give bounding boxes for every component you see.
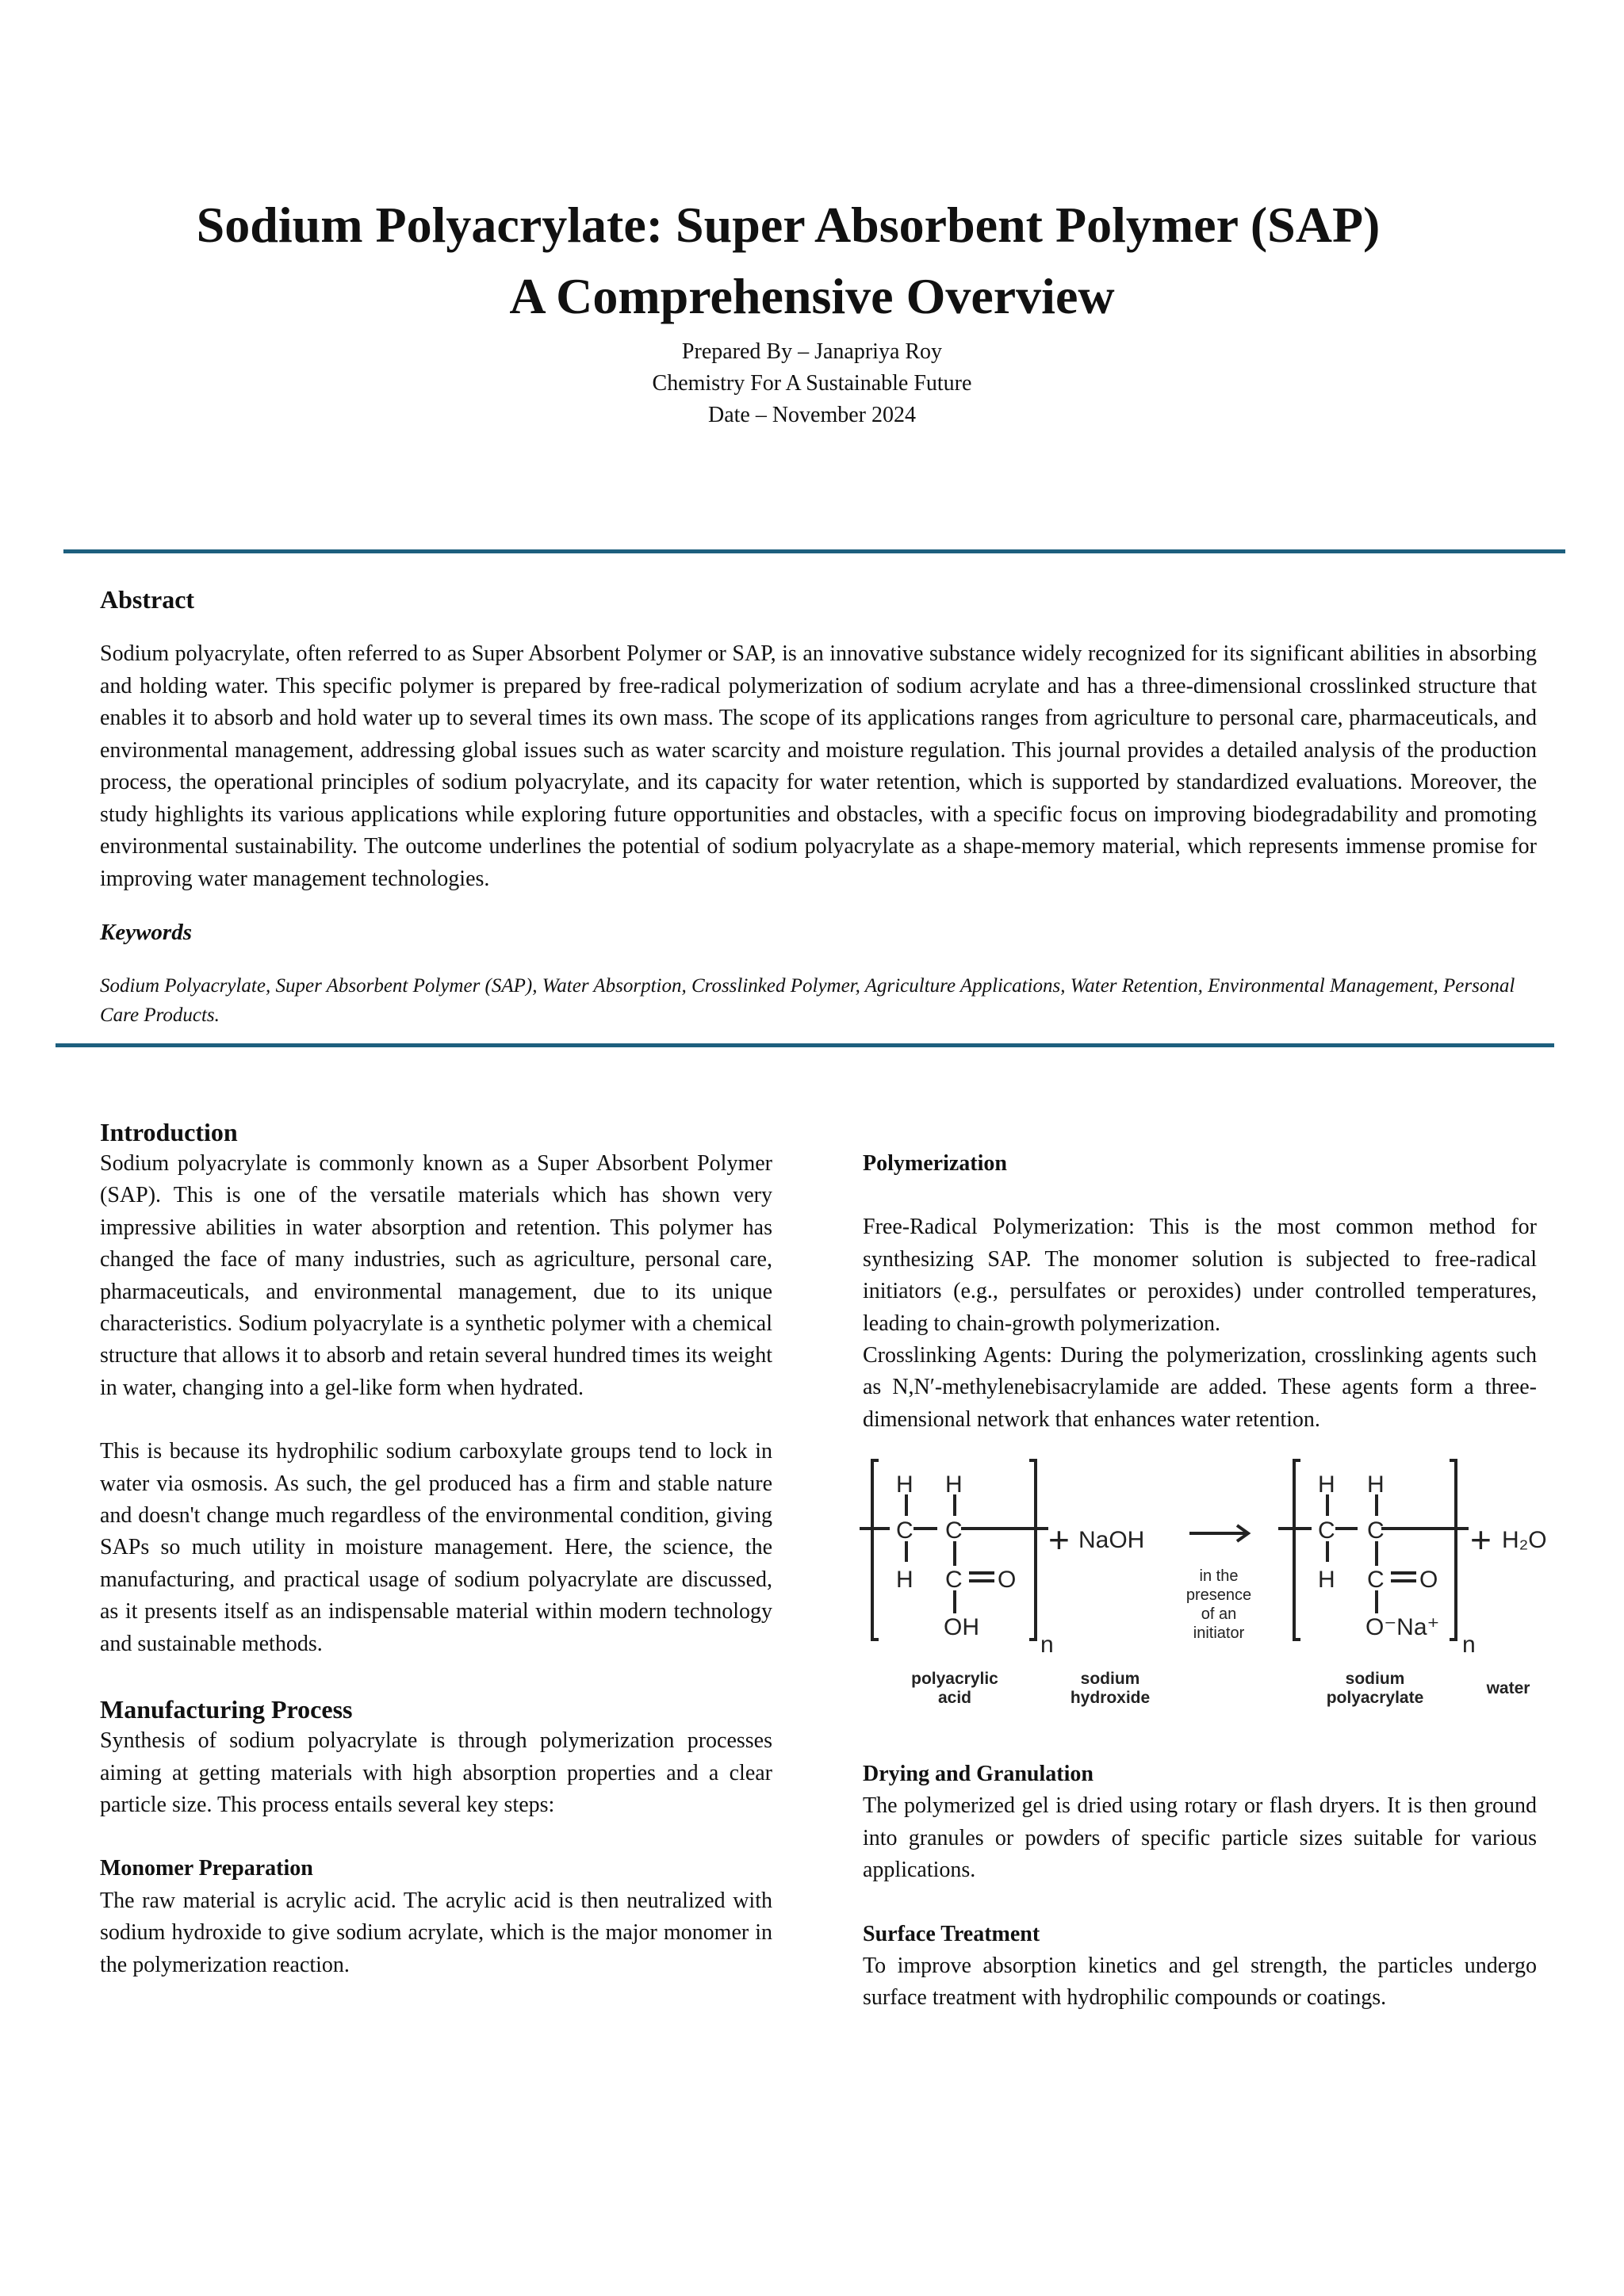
atom-h-2: H [945,1471,963,1498]
atom-h-5: H [1367,1471,1385,1498]
label-sodium-hydroxide-line-1: sodium [1080,1670,1140,1688]
atom-c-6: C [1367,1567,1385,1593]
label-polyacrylic-line-1: polyacrylic [911,1670,998,1688]
atom-c-1: C [896,1517,914,1544]
subscript-n-2: n [1462,1632,1476,1658]
atom-h-3: H [896,1567,914,1593]
left-bracket-2 [1294,1460,1300,1640]
atom-c-2: C [945,1517,963,1544]
atom-o-1: O [998,1567,1017,1593]
introduction-heading: Introduction [100,1118,238,1146]
atom-c-3: C [945,1567,963,1593]
section-divider-bottom [56,1043,1554,1047]
atom-c-4: C [1318,1517,1335,1544]
plus-sign-1: + [1048,1519,1070,1560]
polymerization-reaction-diagram [858,1451,1556,1720]
monomer-heading: Monomer Preparation [100,1856,313,1881]
plus-sign-2: + [1470,1519,1492,1560]
atom-c-5: C [1367,1517,1385,1544]
label-sodium-polyacrylate-line-2: polyacrylate [1326,1689,1424,1707]
free-radical-text: Free-Radical Polymerization: This is the most common method for synthesizing SAP. The monomer solution is subjected to free-radical initiators (e.g., persulfates or peroxides) under controlled temperatures, leading to chain-growth polymerization. [863,1215,1537,1336]
abstract-text: Sodium polyacrylate, often referred to as Super Absorbent Polymer or SAP, is an innovative substance widely recognized for its significant abilities in absorbing and holding water. This specific polymer is prepared by free-radical polymerization of sodium acrylate and has a three-dimensional crosslinked structure that enables it to absorb and hold water up to several times its own mass. The scope of its applications ranges from agriculture to personal care, pharmaceuticals, and environmental management, addressing global issues such as water scarcity and moisture regulation. This journal provides a detailed analysis of the production process, the operational principles of sodium polyacrylate, and its capacity for water retention, which is supported by standardized evaluations. Moreover, the study highlights its various applications while exploring future opportunities and obstacles, with a specific focus on improving biodegradability and promoting environmental sustainability. The outcome underlines the potential of sodium polyacrylate as a shape-memory material, which represents immense promise for improving water management technologies. [100,641,1537,891]
abstract-heading: Abstract [100,585,195,614]
keywords-text: Sodium Polyacrylate, Super Absorbent Polymer (SAP), Water Absorption, Crosslinked Polymer, Agriculture Applications, Water Retention, Environmental Management, Personal Care Products. [100,975,1515,1026]
drying-surface-section [863,1758,1537,2015]
author-line: Prepared By – Janapriya Roy [681,339,943,364]
surface-heading: Surface Treatment [863,1921,1040,1946]
manufacturing-intro: Synthesis of sodium polyacrylate is through polymerization processes aiming at getting materials with high absorption properties and a clear particle size. This process entails several key steps: [100,1728,772,1817]
paper-title-line-1: Sodium Polyacrylate: Super Absorbent Polymer (SAP) [196,197,1381,253]
label-polyacrylic-line-2: acid [937,1689,972,1707]
introduction-paragraph-2: This is because its hydrophilic sodium carboxylate groups tend to lock in water via osmosis. As such, the gel produced has a firm and stable nature and doesn't change much regardless of the environmental condition, giving SAPs so much utility in moisture management. Here, the science, the manufacturing, and practical usage of sodium polyacrylate are discussed, as it presents itself as an indispensable material within modern technology and sustainable methods. [100,1439,772,1656]
reagent-naoh: NaOH [1078,1527,1145,1553]
drying-heading: Drying and Granulation [863,1762,1094,1786]
affiliation-line: Chemistry For A Sustainable Future [652,371,972,396]
keywords-heading: Keywords [100,920,192,945]
introduction-paragraph-1: Sodium polyacrylate is commonly known as a Super Absorbent Polymer (SAP). This is one of the versatile materials which has shown very impressive abilities in water absorption and retention. This polymer has changed the face of many industries, such as agriculture, personal care, pharmaceuticals, and environmental management, due to its unique characteristics. Sodium polyacrylate is a synthetic polymer with a chemical structure that allows it to absorb and retain several hundred times its weight in water, changing into a gel-like form when hydrated. [100,1151,772,1400]
right-bracket-1 [1029,1460,1036,1640]
condition-line-4: initiator [1193,1624,1245,1642]
monomer-text: The raw material is acrylic acid. The acrylic acid is then neutralized with sodium hydroxide to give sodium acrylate, which is the major monomer in the polymerization reaction. [100,1888,772,1977]
atom-h-6: H [1318,1567,1335,1593]
manufacturing-heading: Manufacturing Process [100,1695,353,1724]
group-oh: OH [944,1614,979,1640]
atom-h-1: H [896,1471,914,1498]
paper-title-line-2: A Comprehensive Overview [509,268,1115,324]
surface-text: To improve absorption kinetics and gel strength, the particles undergo surface treatment with hydrophilic compounds or coatings. [863,1954,1537,2011]
product-h2o: H₂O [1502,1527,1547,1553]
subscript-n-1: n [1040,1632,1054,1658]
atom-o-2: O [1419,1567,1438,1593]
left-column [100,1116,772,1981]
atom-h-4: H [1318,1471,1335,1498]
polymerization-section [863,1148,1537,1436]
right-bracket-2 [1450,1460,1456,1640]
condition-line-1: in the [1199,1567,1239,1585]
section-divider-top [63,549,1565,553]
group-o-minus-na-plus: O⁻Na⁺ [1365,1614,1440,1640]
date-line: Date – November 2024 [707,403,917,427]
polymerization-heading: Polymerization [863,1151,1007,1176]
drying-text: The polymerized gel is dried using rotary or flash dryers. It is then ground into granules or powders of specific particle sizes suitable for various applications. [863,1793,1537,1883]
label-sodium-hydroxide-line-2: hydroxide [1070,1689,1151,1707]
left-bracket-1 [872,1460,879,1640]
condition-line-3: of an [1201,1605,1237,1623]
label-water: water [1486,1679,1530,1697]
label-sodium-polyacrylate-line-1: sodium [1345,1670,1405,1688]
condition-line-2: presence [1185,1586,1252,1604]
crosslinking-text: Crosslinking Agents: During the polymerization, crosslinking agents such as N,N′-methylenebisacrylamide are added. These agents form a three-dimensional network that enhances water retention. [863,1343,1537,1432]
